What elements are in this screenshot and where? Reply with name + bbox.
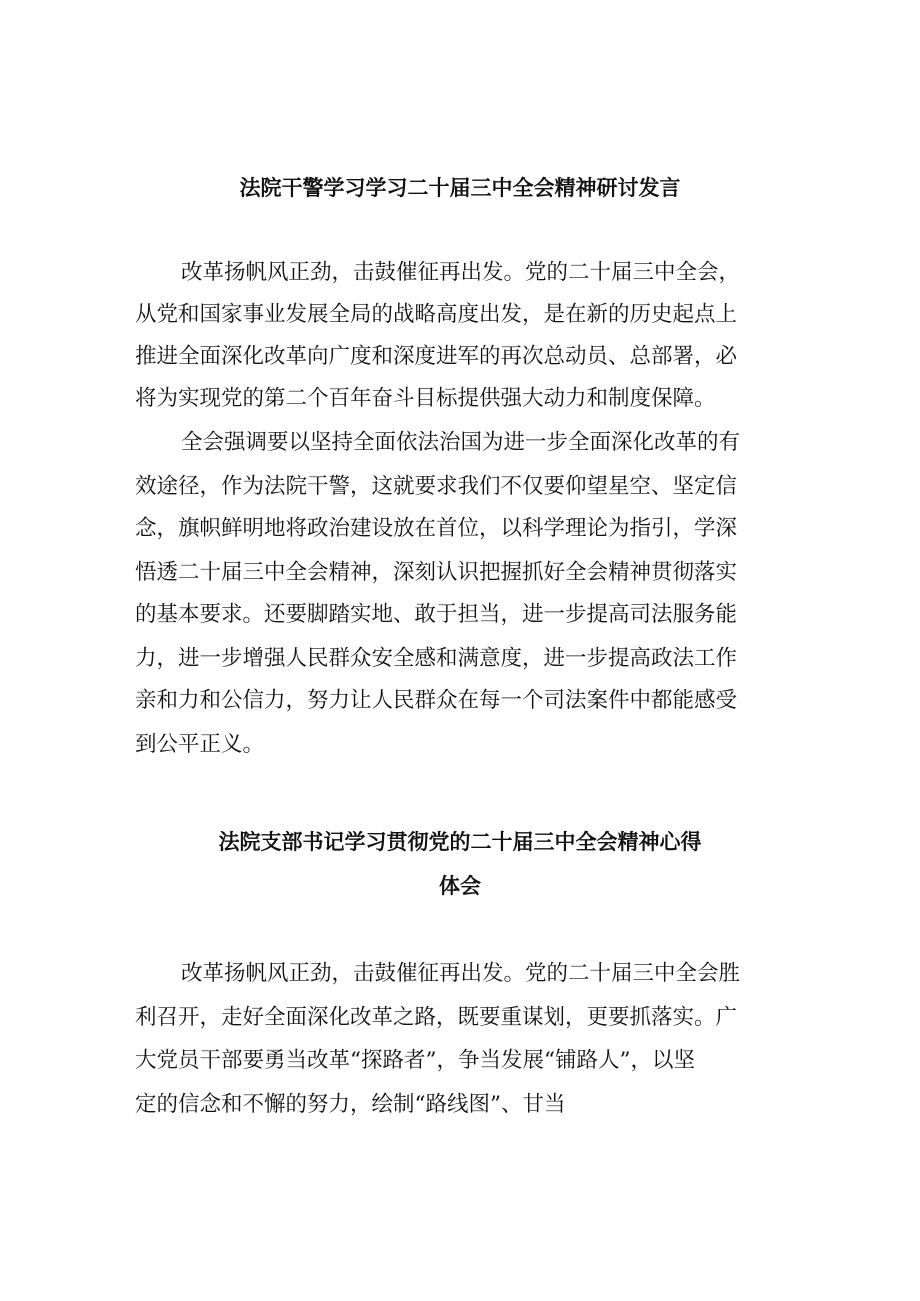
- section1-line: 将为实现党的第二个百年奋斗目标提供强大动力和制度保障。: [135, 386, 716, 411]
- section2-line: 改革扬帆风正劲，击鼓催征再出发。党的二十届三中全会胜: [181, 961, 741, 986]
- section2-line: 定的信念和不懈的努力，绘制“路线图”、甘当: [135, 1092, 566, 1117]
- section2-title-line1: 法院支部书记学习贯彻党的二十届三中全会精神心得: [218, 829, 702, 854]
- section1-line: 的基本要求。还要脚踏实地、敢于担当，进一步提高司法服务能: [135, 602, 738, 627]
- section1-line: 力，进一步增强人民群众安全感和满意度，进一步提高政法工作: [135, 646, 738, 671]
- section2-line: 大党员干部要勇当改革“探路者”，争当发展“铺路人”，以坚: [135, 1048, 695, 1073]
- section1-line: 效途径，作为法院干警，这就要求我们不仅要仰望星空、坚定信: [135, 474, 738, 499]
- section1-line: 全会强调要以坚持全面依法治国为进一步全面深化改革的有: [181, 430, 741, 455]
- section1-line: 亲和力和公信力，努力让人民群众在每一个司法案件中都能感受: [135, 688, 738, 713]
- section1-line: 推进全面深化改革向广度和深度进军的再次总动员、总部署，必: [135, 344, 738, 369]
- section2-title-line2: 体会: [439, 873, 481, 898]
- section1-line: 从党和国家事业发展全局的战略高度出发，是在新的历史起点上: [135, 302, 738, 327]
- section1-line: 到公平正义。: [135, 732, 265, 757]
- section1-line: 悟透二十届三中全会精神，深刻认识把握抓好全会精神贯彻落实: [135, 560, 738, 585]
- section2-line: 利召开，走好全面深化改革之路，既要重谋划，更要抓落实。广: [135, 1005, 738, 1030]
- section1-line: 念，旗帜鲜明地将政治建设放在首位，以科学理论为指引，学深: [135, 516, 738, 541]
- section1-line: 改革扬帆风正劲，击鼓催征再出发。党的二十届三中全会，: [181, 260, 741, 285]
- section1-title: 法院干警学习学习二十届三中全会精神研讨发言: [239, 175, 681, 200]
